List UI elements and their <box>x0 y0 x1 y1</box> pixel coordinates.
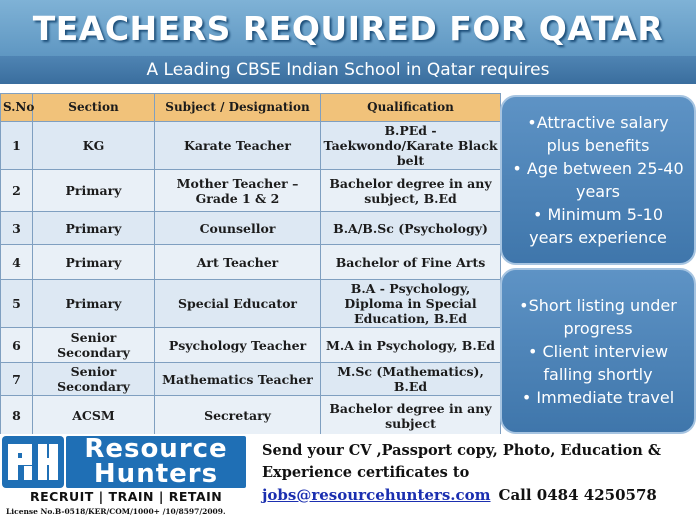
benefit-item: • Age between 25-40 years <box>512 159 684 201</box>
cell-qualification: B.PEd -Taekwondo/Karate Black belt <box>321 122 501 170</box>
logo-tagline: RECRUIT | TRAIN | RETAIN <box>30 489 223 504</box>
table-row <box>1 122 501 170</box>
email-link[interactable]: jobs@resourcehunters.com <box>262 486 491 504</box>
table-row <box>1 363 501 396</box>
cell-sno: 7 <box>1 363 33 396</box>
phone-number: Call 0484 4250578 <box>498 486 657 504</box>
table-header-row <box>1 94 501 122</box>
cell-subject: Secretary <box>155 396 321 436</box>
table-row <box>1 396 501 436</box>
cell-section: Primary <box>33 170 155 212</box>
cell-subject: Psychology Teacher <box>155 328 321 363</box>
cell-section: Primary <box>33 245 155 280</box>
cell-sno: 4 <box>1 245 33 280</box>
process-item: • Client interview falling shortly <box>527 341 669 384</box>
column-header-qualification: Qualification <box>321 94 501 122</box>
logo-word-hunters: Hunters <box>93 459 219 489</box>
cell-subject: Karate Teacher <box>155 122 321 170</box>
table-row <box>1 328 501 363</box>
column-header-sno: S.No <box>1 94 33 122</box>
cell-subject: Art Teacher <box>155 245 321 280</box>
cell-section: Senior Secondary <box>33 328 155 363</box>
benefit-item: •Attractive salary plus benefits <box>527 113 669 155</box>
process-item: • Immediate travel <box>521 387 675 407</box>
cell-subject: Special Educator <box>155 280 321 328</box>
cell-qualification: B.A/B.Sc (Psychology) <box>321 212 501 245</box>
cell-section: KG <box>33 122 155 170</box>
page-footer <box>0 434 696 522</box>
page-subtitle: A Leading CBSE Indian School in Qatar requires <box>146 60 550 80</box>
cell-qualification: M.Sc (Mathematics), B.Ed <box>321 363 501 396</box>
cell-sno: 5 <box>1 280 33 328</box>
logo-word-resource: Resource <box>84 434 228 464</box>
cell-subject: Mother Teacher – Grade 1 & 2 <box>155 170 321 212</box>
cell-subject: Counsellor <box>155 212 321 245</box>
cell-section: Primary <box>33 212 155 245</box>
cell-qualification: Bachelor degree in any subject <box>321 396 501 436</box>
cta-line-2: Experience certificates to <box>262 464 470 481</box>
column-header-section: Section <box>33 94 155 122</box>
cell-qualification: Bachelor of Fine Arts <box>321 245 501 280</box>
license-number: License No.B-0518/KER/COM/1000+ /10/8597/2009. <box>6 507 226 516</box>
resource-hunters-logo <box>2 434 250 506</box>
contact-block <box>262 440 692 507</box>
vacancies-table <box>0 93 501 436</box>
cta-line-1: Send your CV ,Passport copy, Photo, Education & <box>262 442 661 459</box>
contact-line <box>262 484 692 507</box>
cell-qualification: M.A in Psychology, B.Ed <box>321 328 501 363</box>
logo-wordmark <box>66 436 246 488</box>
cell-section: Senior Secondary <box>33 363 155 396</box>
page-title: TEACHERS REQUIRED FOR QATAR <box>32 8 664 48</box>
process-panel <box>500 268 696 434</box>
cell-qualification: B.A - Psychology, Diploma in Special Education, B.Ed <box>321 280 501 328</box>
cell-sno: 1 <box>1 122 33 170</box>
table-row <box>1 170 501 212</box>
table-row <box>1 245 501 280</box>
rh-monogram-icon <box>2 436 64 488</box>
benefits-panel <box>500 95 696 265</box>
cell-section: ACSM <box>33 396 155 436</box>
benefit-item: • Minimum 5-10 years experience <box>529 205 667 247</box>
column-header-subject: Subject / Designation <box>155 94 321 122</box>
process-item: •Short listing under progress <box>519 295 677 338</box>
cell-sno: 3 <box>1 212 33 245</box>
cell-subject: Mathematics Teacher <box>155 363 321 396</box>
cell-sno: 2 <box>1 170 33 212</box>
table-row <box>1 212 501 245</box>
cell-qualification: Bachelor degree in any subject, B.Ed <box>321 170 501 212</box>
page-header <box>0 0 696 56</box>
cell-section: Primary <box>33 280 155 328</box>
subtitle-bar <box>0 56 696 84</box>
table-row <box>1 280 501 328</box>
cell-sno: 6 <box>1 328 33 363</box>
cell-sno: 8 <box>1 396 33 436</box>
